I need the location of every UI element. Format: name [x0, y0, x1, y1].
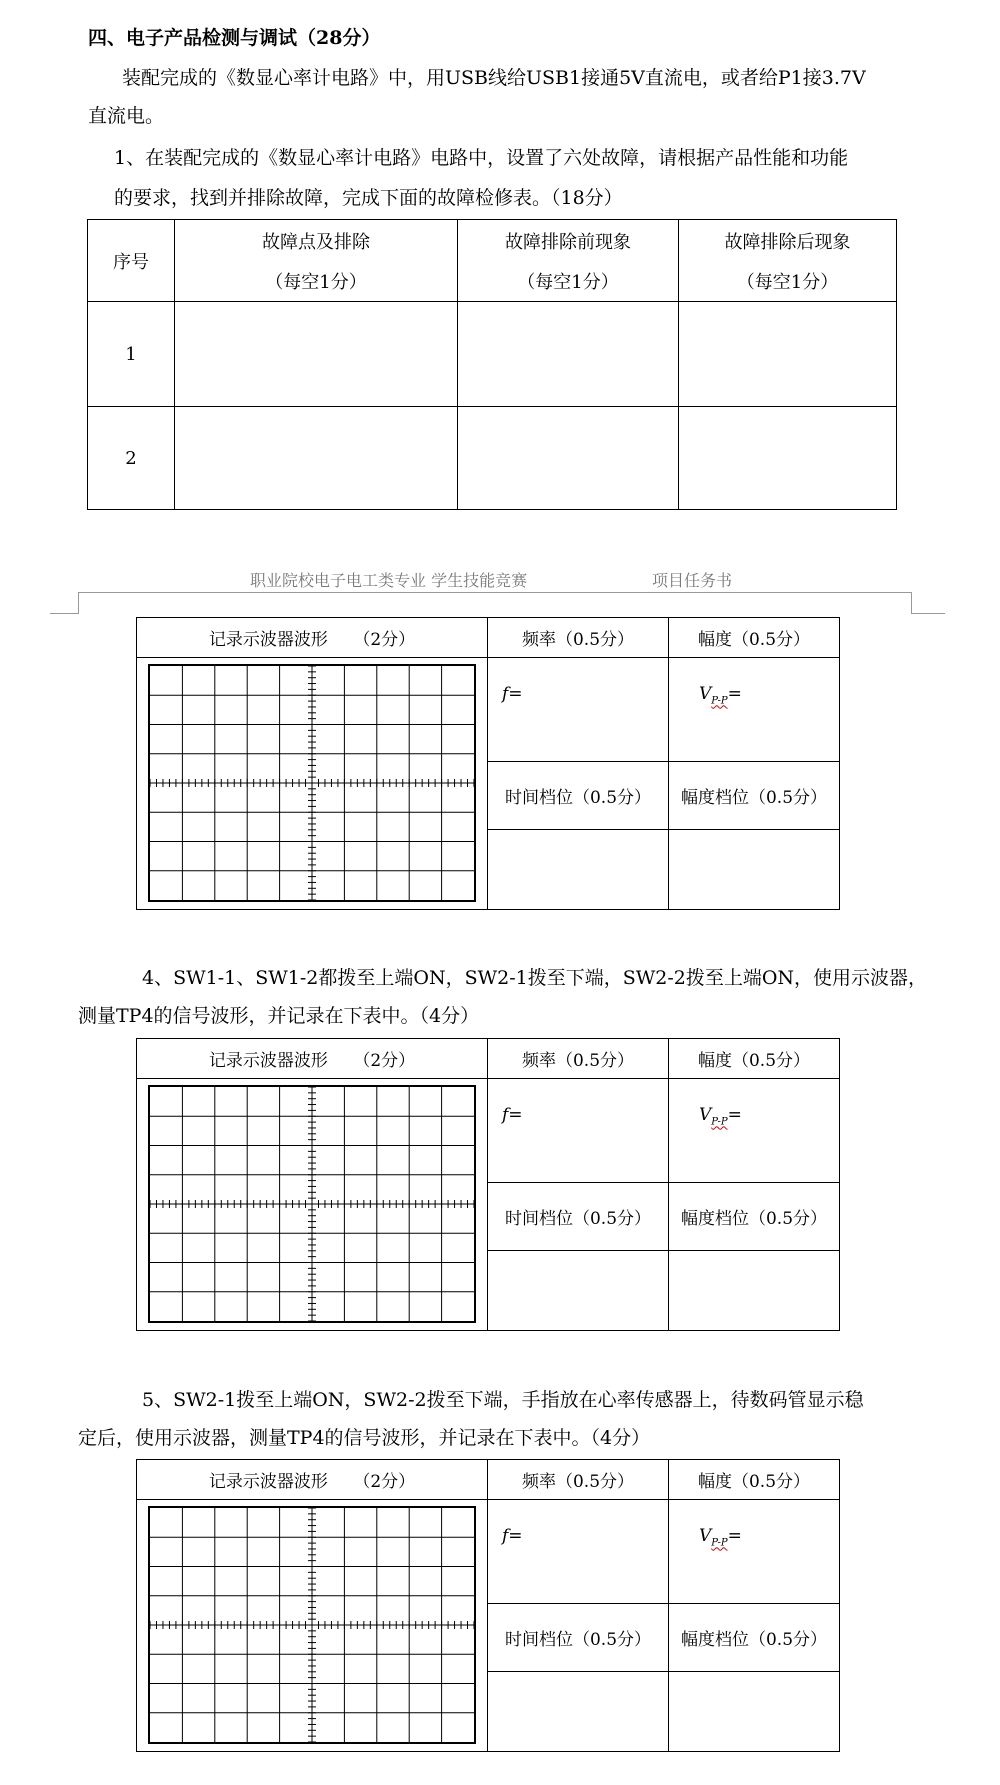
- frequency-header: 频率（0.5分）: [488, 1460, 669, 1500]
- question-1-line-2: 的要求，找到并排除故障，完成下面的故障检修表。（18分）: [114, 187, 623, 209]
- amp-div-field[interactable]: [669, 1672, 840, 1752]
- amplitude-header: 幅度（0.5分）: [669, 618, 840, 658]
- oscilloscope-grid-cell[interactable]: [137, 1500, 488, 1752]
- fault-point-cell[interactable]: [175, 407, 458, 510]
- row-index: 1: [88, 302, 175, 407]
- page-header-right: 项目任务书: [652, 571, 733, 590]
- vpp-field[interactable]: $V_{P-P}=$: [669, 1079, 840, 1183]
- amplitude-header: 幅度（0.5分）: [669, 1039, 840, 1079]
- scope-table-1: [136, 617, 840, 910]
- fault-repair-table: [87, 219, 897, 510]
- question-4-line-1: 4、SW1-1、SW1-2都拨至上端ON，SW2-1拨至下端，SW2-2拨至上端ON，使用示波器，: [142, 967, 928, 989]
- amp-div-label: 幅度档位（0.5分）: [669, 1604, 840, 1672]
- vpp-field[interactable]: $V_{P-P}=$: [669, 1500, 840, 1604]
- header-corner-right: [911, 592, 913, 614]
- question-1-line-1: 1、在装配完成的《数显心率计电路》电路中，设置了六处故障，请根据产品性能和功能: [114, 147, 849, 169]
- oscilloscope-grid[interactable]: [148, 1506, 476, 1744]
- amp-div-field[interactable]: [669, 1251, 840, 1331]
- time-div-label: 时间档位（0.5分）: [488, 1183, 669, 1251]
- table-row: [88, 302, 897, 407]
- frequency-header: 频率（0.5分）: [488, 618, 669, 658]
- frequency-header: 频率（0.5分）: [488, 1039, 669, 1079]
- header-tick-left: [50, 613, 79, 614]
- after-cell[interactable]: [679, 302, 897, 407]
- scope-table-2: [136, 1038, 840, 1331]
- oscilloscope-grid-cell[interactable]: [137, 658, 488, 910]
- table-row: [88, 407, 897, 510]
- time-div-field[interactable]: [488, 830, 669, 910]
- oscilloscope-grid[interactable]: [148, 664, 476, 902]
- question-5-line-2: 定后，使用示波器，测量TP4的信号波形，并记录在下表中。（4分）: [78, 1427, 651, 1449]
- frequency-field[interactable]: f=: [488, 658, 669, 762]
- intro-line-2: 直流电。: [88, 105, 165, 127]
- page-header-left: 职业院校电子电工类专业 学生技能竞赛: [250, 571, 528, 590]
- scope-table-3: [136, 1459, 840, 1752]
- col-header-index: 序号: [88, 220, 175, 302]
- amplitude-header: 幅度（0.5分）: [669, 1460, 840, 1500]
- header-divider: [78, 592, 912, 593]
- amp-div-label: 幅度档位（0.5分）: [669, 762, 840, 830]
- fault-point-cell[interactable]: [175, 302, 458, 407]
- oscilloscope-grid-cell[interactable]: [137, 1079, 488, 1331]
- vpp-field[interactable]: $V_{P-P}=$: [669, 658, 840, 762]
- before-cell[interactable]: [458, 302, 679, 407]
- question-4-line-2: 测量TP4的信号波形，并记录在下表中。（4分）: [78, 1005, 480, 1027]
- time-div-label: 时间档位（0.5分）: [488, 1604, 669, 1672]
- waveform-header: 记录示波器波形 （2分）: [137, 1460, 488, 1500]
- question-5-line-1: 5、SW2-1拨至上端ON，SW2-2拨至下端，手指放在心率传感器上，待数码管显示稳: [142, 1389, 864, 1411]
- time-div-field[interactable]: [488, 1251, 669, 1331]
- frequency-field[interactable]: f=: [488, 1079, 669, 1183]
- oscilloscope-grid[interactable]: [148, 1085, 476, 1323]
- frequency-field[interactable]: f=: [488, 1500, 669, 1604]
- before-cell[interactable]: [458, 407, 679, 510]
- header-tick-right: [911, 613, 945, 614]
- intro-line-1: 装配完成的《数显心率计电路》中，用USB线给USB1接通5V直流电，或者给P1接3.7V: [122, 67, 866, 89]
- time-div-label: 时间档位（0.5分）: [488, 762, 669, 830]
- waveform-header: 记录示波器波形 （2分）: [137, 1039, 488, 1079]
- section-title: 四、电子产品检测与调试（28分）: [88, 27, 381, 49]
- col-header-before: 故障排除前现象 （每空1分）: [458, 220, 679, 302]
- header-corner-left: [78, 592, 80, 614]
- waveform-header: 记录示波器波形 （2分）: [137, 618, 488, 658]
- row-index: 2: [88, 407, 175, 510]
- amp-div-label: 幅度档位（0.5分）: [669, 1183, 840, 1251]
- col-header-fault-point: 故障点及排除 （每空1分）: [175, 220, 458, 302]
- col-header-after: 故障排除后现象 （每空1分）: [679, 220, 897, 302]
- after-cell[interactable]: [679, 407, 897, 510]
- amp-div-field[interactable]: [669, 830, 840, 910]
- time-div-field[interactable]: [488, 1672, 669, 1752]
